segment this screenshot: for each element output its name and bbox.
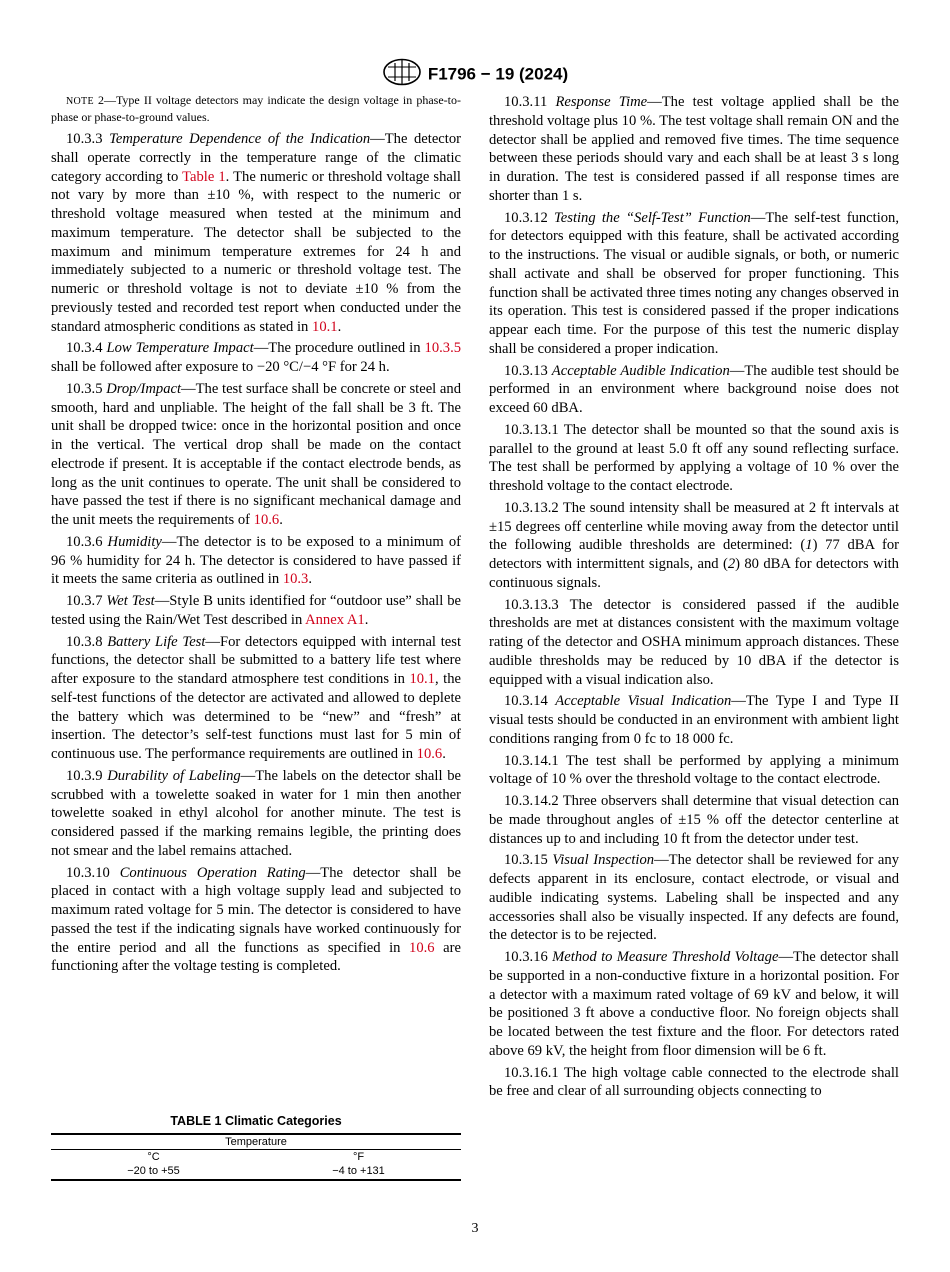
section-10-3-5: 10.3.5 Drop/Impact—The test surface shall be concrete or steel and smooth, hard and unpliable. The height of the fall shall be 3 ft. The unit shall be dropped twice: once in the horizontal position and once in the vertical. The vertical drop shall be made on the contact electrode if present. It is acceptable if the contact electrode bends, as long as the unit continues to operate. The unit shall be considered to have passed the test if there is no significant mechanical damage and the unit meets the requirements of 10.6.: [51, 380, 461, 528]
section-10-3-16-1: 10.3.16.1 The high voltage cable connected to the electrode shall be free and clear of all surrounding objects connecting to: [489, 1064, 899, 1100]
section-10-3-8: 10.3.8 Battery Life Test—For detectors equipped with internal test functions, the detector shall be submitted to a battery life test where after exposure to the standard atmosphere test conditions in 10.1, the self-test functions of the detector are activated and allowed to deplete the battery which was determined to be “new” and “fresh” at insertion. The detector’s self-test functions must last for 5 min of continuous use. The performance requirements are outlined in 10.6.: [51, 633, 461, 762]
link-10-6[interactable]: 10.6: [253, 512, 280, 528]
table-cell-fahrenheit: −4 to +131: [256, 1164, 461, 1180]
right-column: [489, 93, 899, 1104]
link-10-3-5[interactable]: 10.3.5: [424, 340, 462, 357]
section-10-3-13-3: 10.3.13.3 The detector is considered passed if the audible thresholds are met at distances consistent with the maximum voltage rating of the detector and OSHA minimum approach distances. These audible thresholds may be reduced by 10 dBA if the detector is equipped with a visual indication also.: [489, 596, 899, 688]
link-10-1[interactable]: 10.1: [409, 671, 435, 687]
section-10-3-14-2: 10.3.14.2 Three observers shall determine that visual detection can be made throughout angles of ±15 % off the detector centerline at distances up to and including 10 ft from the detector under test.: [489, 793, 899, 847]
page-number: 3: [471, 1221, 479, 1236]
link-10-6[interactable]: 10.6: [409, 939, 435, 956]
section-10-3-16: 10.3.16 Method to Measure Threshold Voltage—The detector shall be supported in a non-conductive fixture in a horizontal position. For a detector with a maximum rated voltage of 69 kV and below, it will be positioned 3 ft above a conductive floor. No foreign objects shall be located between the test fixture and the floor. For detectors rated above 69 kV, the height from floor dimension will be 6 ft.: [489, 949, 899, 1059]
section-10-3-9: 10.3.9 Durability of Labeling—The labels on the detector shall be scrubbed with a towelette soaked in water for 1 min then another towelette soaked in ethyl alcohol for another minute. The test is considered passed if the marking remains legible, the printing does not smear and the label remains attached.: [51, 767, 462, 859]
table-1: [51, 1114, 461, 1181]
document-id: F1796 − 19 (2024): [427, 64, 569, 84]
note-2: NOTE 2—Type II voltage detectors may indicate the design voltage in phase-to-phase or phase-to-ground values.: [51, 93, 461, 124]
section-10-3-11: 10.3.11 Response Time—The test voltage applied shall be the threshold voltage plus 10 %. The test voltage shall remain ON and the detector shall be applied and removed five times. The time sequence between these periods should vary and each shall be at least 3 s long in duration. The test is considered passed if all response times are shorter than 1 s.: [489, 94, 900, 204]
section-10-3-13-2: 10.3.13.2 The sound intensity shall be measured at 2 ft intervals at ±15 degrees off centerline while moving away from the detector until the following audible thresholds are determined: (1) 77 dBA for detectors with intermittent signals, and (2) 80 dBA for detectors with continuous signals.: [489, 499, 899, 591]
section-10-3-3: 10.3.3 Temperature Dependence of the Indication—The detector shall operate correctly in the temperature range of the climatic category according to Table 1. The numeric or threshold voltage shall not vary by more than ±10 %, with respect to the numeric or threshold voltage measured when tested at the minimum and maximum temperature. The detector shall be subjected to the maximum and minimum temperature extremes for 24 h and immediately subjected to a numeric or threshold voltage test. The numeric or threshold voltage is not to deviate ±10 % from the previously tested and recorded test report when conducted under the standard atmospheric conditions as stated in 10.1.: [51, 131, 461, 335]
section-10-3-13: 10.3.13 Acceptable Audible Indication—The audible test should be performed in an environment where background noise does not exceed 60 dBA.: [489, 362, 900, 416]
section-10-3-12: 10.3.12 Testing the “Self-Test” Function—The self-test function, for detectors equipped with this feature, shall be activated according to the instructions. The visual or audible signals, or both, or numeric shall activate and shall be observed for proper functioning. This function shall be activated three times noting any changes observed in its operation. This test is considered passed if the proper indications appear each time. For the purpose of this test the numeric display shall be considered a proper indication.: [489, 209, 900, 357]
table-group-header: Temperature: [51, 1134, 461, 1150]
link-10-6[interactable]: 10.6: [416, 746, 443, 762]
link-10-3[interactable]: 10.3: [282, 571, 309, 588]
section-10-3-13-1: 10.3.13.1 The detector shall be mounted so that the sound axis is parallel to the ground at least 5.0 ft off any sound reflecting surface. The test shall be performed by applying a voltage of 10 % over the threshold voltage to the contact electrode.: [489, 421, 899, 494]
section-10-3-7: 10.3.7 Wet Test—Style B units identified for “outdoor use” shall be tested using the Rain/Wet Test described in Annex A1.: [51, 593, 461, 628]
section-10-3-10: 10.3.10 Continuous Operation Rating—The detector shall be placed in contact with a high voltage supply lead and subjected to maximum rated voltage for 5 min. The detector is considered to have passed the test if the indicating signals have worked continuously for the entire period and all the functions as specified in 10.6 are functioning after the voltage testing is completed.: [51, 864, 462, 975]
link-annex-a1[interactable]: Annex A1: [305, 611, 365, 628]
section-10-3-14-1: 10.3.14.1 The test shall be performed by applying a minimum voltage of 10 % over the threshold voltage to the contact electrode.: [489, 752, 899, 788]
section-10-3-4: 10.3.4 Low Temperature Impact—The procedure outlined in 10.3.5 shall be followed after exposure to −20 °C/−4 °F for 24 h.: [51, 340, 462, 375]
left-column: [51, 93, 461, 979]
section-10-3-6: 10.3.6 Humidity—The detector is to be exposed to a minimum of 96 % humidity for 24 h. The detector is considered to have passed if it meets the same criteria as outlined in 10.3.: [51, 533, 461, 588]
astm-logo-icon: [382, 58, 422, 91]
link-10-1[interactable]: 10.1: [312, 318, 338, 335]
table-cell-celsius: −20 to +55: [51, 1164, 256, 1180]
page-header: [0, 58, 950, 91]
table-header-fahrenheit: °F: [352, 1151, 365, 1163]
table-header-celsius: °C: [147, 1151, 160, 1163]
section-10-3-14: 10.3.14 Acceptable Visual Indication—The Type I and Type II visual tests should be conducted in an environment with ambient light conditions ranging from 0 fc to 18 000 fc.: [489, 693, 899, 747]
section-10-3-15: 10.3.15 Visual Inspection—The detector shall be reviewed for any defects apparent in its enclosure, contact electrode, or visual and audible indicating systems. Labeling shall be inspected and any accessories shall also be visually inspected. If any defects are found, the detector is to be rejected.: [489, 852, 900, 944]
link-table-1[interactable]: Table 1: [182, 168, 226, 185]
table-title: TABLE 1 Climatic Categories: [170, 1114, 342, 1128]
